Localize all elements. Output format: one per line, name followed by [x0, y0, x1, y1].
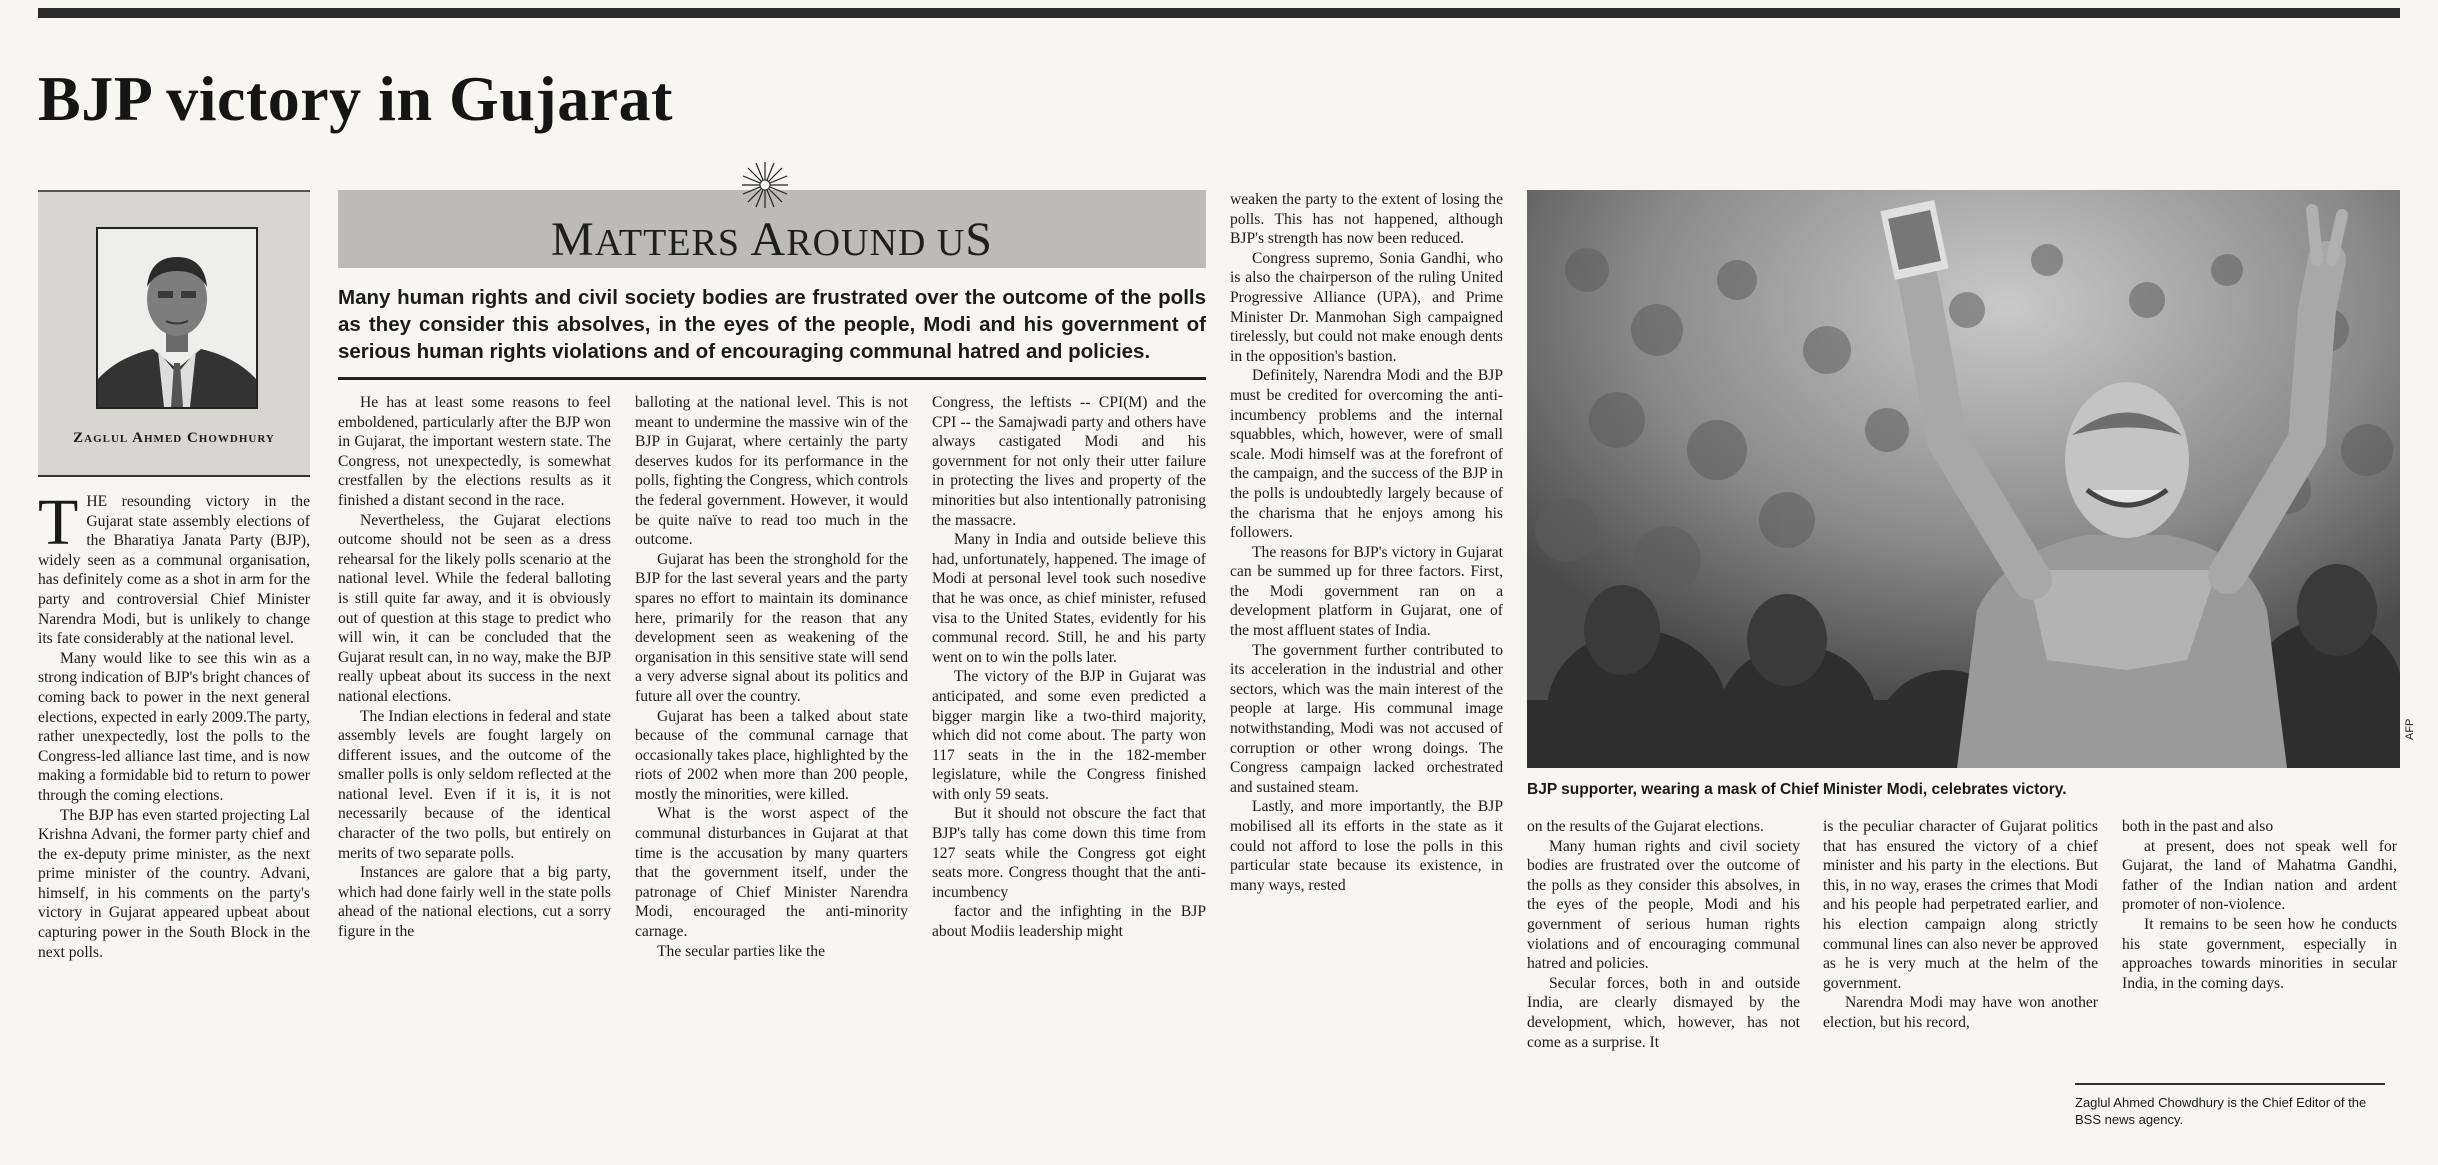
paragraph: The Indian elections in federal and state assembly levels are fought largely on different issues, and the outcome of the smaller polls is only seldom reflected at the national level. Even if it is, it is not necessarily because of the identical character of the two polls, but entirely on merits of two separate polls. [338, 707, 611, 862]
paragraph: at present, does not speak well for Gujarat, the land of Mahatma Gandhi, father of the Indian nation and ardent promoter of non-violence. [2122, 837, 2397, 914]
standfirst-rule [338, 377, 1206, 380]
paragraph: The secular parties like the [657, 942, 825, 960]
article-column-7 [1823, 817, 2098, 1033]
paragraph: The government further contributed to its acceleration in the industrial and other sectors, which was the main interest of the people at large. His communal image notwithstanding, Modi was not accused of corruption or other wrong doings. The Congress campaign lacked orchestrated and sustained steam. [1230, 641, 1503, 796]
paragraph: Many would like to see this win as a strong indication of BJP's bright chances of coming back to power in the next general elections, expected in early 2009.The party, rather unexpectedly, lost the polls to the Congress-led alliance last time, and is now making a formidable bid to return to power through the coming elections. [38, 649, 310, 804]
author-bio: Zaglul Ahmed Chowdhury is the Chief Editor of the BSS news agency. [2075, 1095, 2367, 1127]
paragraph: Narendra Modi may have won another election, but his record, [1823, 994, 2098, 1031]
article-column-4 [932, 393, 1206, 942]
paragraph: Definitely, Narendra Modi and the BJP must be credited for overcoming the anti-incumbency problems and the internal squabbles, which, however, were of small scale. Modi himself was at the forefront of the campaign, and the success of the BJP in the polls is undoubtedly largely because of the charisma that he enjoys among his followers. [1230, 367, 1503, 542]
paragraph: Gujarat has been the stronghold for the BJP for the last several years and the party spares no effort to maintain its dominance here, primarily for the reason that any development seen as weakening of the organisation in this sensitive state will send a very adverse signal about its politics and future all over the country. [635, 550, 908, 705]
paragraph: both in the past and also [2122, 818, 2274, 835]
article-column-3 [635, 393, 908, 961]
section-title: MATTERS AROUND US [551, 213, 993, 266]
paragraph: The victory of the BJP in Gujarat was anticipated, and some even predicted a bigger margin like a two-third majority, which did not come about. The party won 117 seats in the in the 182-member legislature, while the Congress finished with only 59 seats. [932, 668, 1206, 803]
author-divider [38, 475, 310, 477]
headline: BJP victory in Gujarat [38, 63, 673, 134]
paragraph: factor and the infighting in the BJP about Modiis leadership might [932, 903, 1206, 941]
crowd-photo-image [1527, 190, 2400, 768]
paragraph: on the results of the Gujarat elections. [1527, 818, 1764, 835]
paragraph: weaken the party to the extent of losing the polls. This has not happened, although BJP's strength has now been reduced. [1230, 191, 1503, 248]
paragraph: What is the worst aspect of the communal disturbances in Gujarat at that time is the accusation by many quarters that the government itself, under the patronage of Chief Minister Narendra Modi, encouraged the anti-minority carnage. [635, 805, 908, 941]
article-column-2 [338, 393, 611, 942]
news-photo [1527, 190, 2400, 768]
paragraph: Many human rights and civil society bodies are frustrated over the outcome of the polls as they consider this absolves, in the eyes of the people, Modi and his government of serious human rights violations and of encouraging communal hatred and policies. [1527, 837, 1800, 973]
author-portrait [96, 227, 258, 409]
paragraph: The reasons for BJP's victory in Gujarat can be summed up for three factors. First, the Modi government ran on a development platform in Gujarat, one of the most affluent states of India. [1230, 543, 1503, 640]
signature-rule [2075, 1083, 2385, 1085]
starburst-icon [740, 160, 790, 210]
paragraph: Congress, the leftists -- CPI(M) and the CPI -- the Samajwadi party and others have always castigated Modi and his government for not only their utter failure in protecting the lives and property of the minorities but also intentionally patronising the massacre. [932, 394, 1206, 529]
paragraph: He has at least some reasons to feel emboldened, particularly after the BJP won in Gujarat, the important western state. The Congress, not unexpectedly, is somewhat crestfallen by the elections results as it finished a distant second in the race. [338, 394, 611, 509]
article-column-8 [2122, 817, 2397, 993]
paragraph: Nevertheless, the Gujarat elections outcome should not be seen as a dress rehearsal for the likely polls scenario at the national level. While the federal balloting is still quite far away, and it is obviously out of question at this stage to predict who will win, it can be concluded that the Gujarat result can, in no way, make the BJP really upbeat about its success in the next national elections. [338, 511, 611, 705]
paragraph: Instances are galore that a big party, which had done fairly well in the state polls ahead of the national elections, cut a sorry figure in the [338, 864, 611, 941]
paragraph: Gujarat has been a talked about state because of the communal carnage that occasionally takes place, highlighted by the riots of 2002 when more than 200 people, mostly the minorities, were killed. [635, 707, 908, 803]
author-box [38, 190, 310, 475]
paragraph: Lastly, and more importantly, the BJP mobilised all its efforts in the state as it could not afford to lose the polls in this particular state because its existence, in many ways, rested [1230, 798, 1503, 894]
article-column-5 [1230, 190, 1503, 895]
article-column-6 [1527, 817, 1800, 1052]
paragraph: balloting at the national level. This is not meant to undermine the massive win of the BJP in Gujarat, where certainly the party deserves kudos for its performance in the polls, fighting the Congress, which controls the federal government. However, it would be quite naïve to read too much in the outcome. [635, 394, 908, 549]
paragraph: The BJP has even started projecting Lal Krishna Advani, the former party chief and the ex-deputy prime minister, as the next prime minister of the country. Advani, himself, in his comments on the party's victory in Gujarat appeared upbeat about capturing power in the South Block in the next polls. [38, 806, 310, 961]
photo-caption: BJP supporter, wearing a mask of Chief Minister Modi, celebrates victory. [1527, 781, 2067, 798]
paragraph: is the peculiar character of Gujarat politics that has ensured the victory of a chief minister and his party in the elections. But this, in no way, erases the crimes that Modi and his people had perpetrated earlier, and his election campaign along strictly communal lines can also never be approved as he is very much at the helm of the government. [1823, 818, 2098, 992]
top-rule [38, 8, 2400, 18]
paragraph: Congress supremo, Sonia Gandhi, who is also the chairperson of the ruling United Progressive Alliance (UPA), and Prime Minister Dr. Manmohan Sigh campaigned tirelessly, but could not make enough dents in the opposition's bastion. [1230, 249, 1503, 365]
paragraph: It remains to be seen how he conducts his state government, especially in approaches towards minorities in secular India, in the coming days. [2122, 915, 2397, 992]
author-name: Zaglul Ahmed Chowdhury [73, 430, 275, 446]
standfirst: Many human rights and civil society bodies are frustrated over the outcome of the polls as they consider this absolves, in the eyes of the people, Modi and his government of serious human rights violations and of encouraging communal hatred and policies. [338, 286, 1206, 363]
paragraph: Many in India and outside believe this had, unfortunately, happened. The image of Modi at personal level took such nosedive that he was once, as chief minister, refused visa to the United States, evidently for his communal record. Still, he and his party went on to win the polls later. [932, 531, 1206, 666]
paragraph: THE resounding victory in the Gujarat state assembly elections of the Bharatiya Janata Party (BJP), widely seen as a communal organisation, has definitely come as a shot in arm for the party and controversial Chief Minister Narendra Modi, but is unlikely to change its fate considerably at the national level. [38, 486, 310, 648]
drop-cap: T [38, 486, 79, 559]
author-photo-image [98, 229, 256, 407]
paragraph: Secular forces, both in and outside India, are clearly dismayed by the development, which, however, has not come as a surprise. It [1527, 974, 1800, 1051]
article-column-1 [38, 486, 310, 962]
photo-credit: AFP [2404, 718, 2416, 740]
paragraph: But it should not obscure the fact that BJP's tally has come down this time from 127 seats while the Congress got eight seats more. Congress thought that the anti-incumbency [932, 805, 1206, 901]
